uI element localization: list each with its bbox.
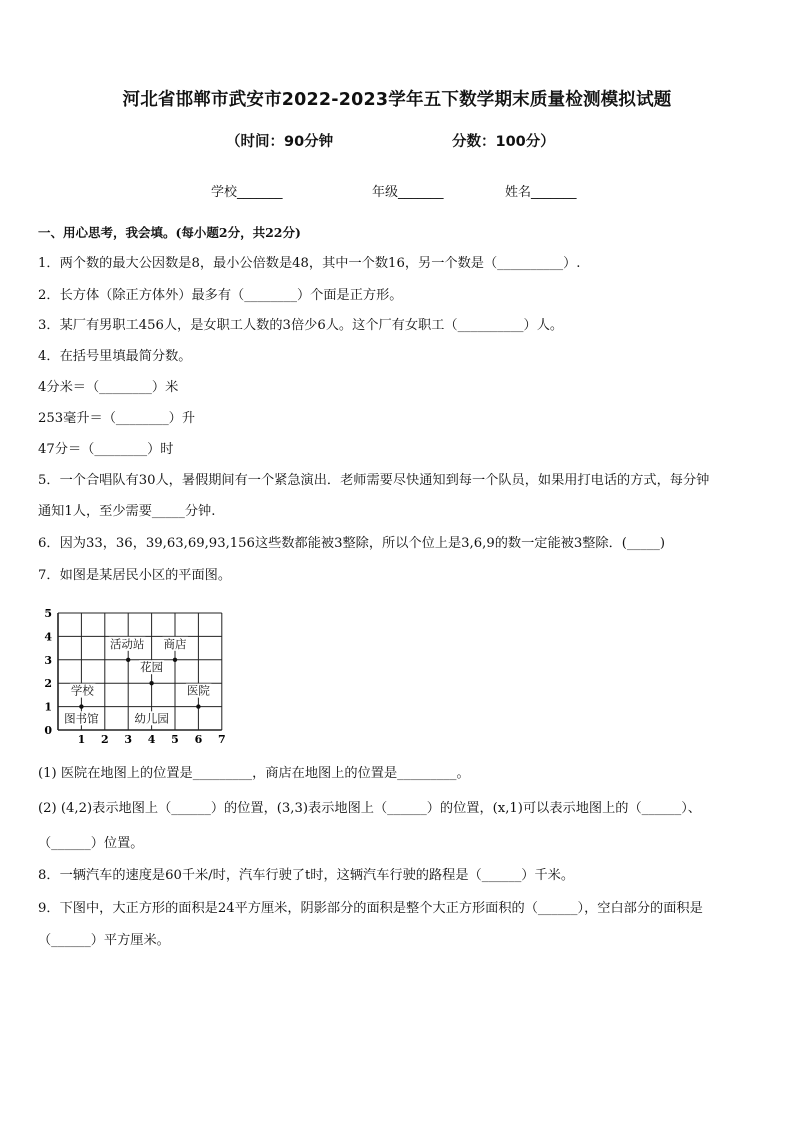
garden-label: 花园 (140, 660, 164, 675)
kindergarten-label: 幼儿园 (134, 711, 169, 726)
x-tick-label: 2 (100, 733, 109, 745)
question-6: 6．因为33，36，39,63,69,93,156这些数都能被3整除，所以个位上是3,6,9的数一定能被3整除．(_____) (38, 536, 666, 551)
question-8: 8．一辆汽车的速度是60千米/时，汽车行驶了t时，这辆汽车行驶的路程是（______）千米。 (38, 868, 575, 883)
question-4: 4．在括号里填最简分数。 (38, 349, 192, 364)
question-4c: 47分＝（________）时 (38, 442, 174, 457)
x-tick-label: 6 (194, 733, 203, 745)
origin-label: 0 (44, 724, 52, 737)
exam-time: （时间：90分钟 (226, 134, 334, 150)
question-4a: 4分米＝（________）米 (38, 380, 179, 395)
y-tick-label: 1 (44, 700, 52, 714)
question-9-line1: 9．下图中，大正方形的面积是24平方厘米，阴影部分的面积是整个大正方形面积的（______），空白部分的面积是 (38, 901, 703, 916)
school-field: 学校_______ (211, 185, 283, 200)
y-tick-label: 2 (44, 677, 52, 691)
shop-label: 商店 (163, 636, 187, 651)
activity-point (126, 658, 130, 662)
question-7: 7．如图是某居民小区的平面图。 (38, 568, 232, 583)
question-4b: 253毫升＝（________）升 (38, 411, 196, 426)
x-tick-label: 4 (147, 733, 156, 745)
x-tick-label: 5 (171, 733, 179, 745)
school-point (79, 704, 83, 708)
hospital-label: 医院 (186, 683, 210, 698)
y-tick-label: 5 (44, 607, 52, 620)
school-label: 学校 (70, 683, 94, 698)
garden-point (149, 681, 153, 685)
question-9-line2: （______）平方厘米。 (38, 933, 170, 948)
question-5-line1: 5．一个合唱队有30人，暑假期间有一个紧急演出．老师需要尽快通知到每一个队员，如果用打电话的方式，每分钟 (38, 473, 710, 488)
x-tick-label: 7 (217, 733, 226, 745)
question-2: 2．长方体（除正方体外）最多有（________）个面是正方形。 (38, 288, 403, 303)
question-7-2-line1: (2) (4,2)表示地图上（______）的位置，(3,3)表示地图上（______）的位置，(x,1)可以表示地图上的（______）、 (38, 801, 701, 816)
question-7-1: (1) 医院在地图上的位置是_________，商店在地图上的位置是_________。 (38, 766, 470, 781)
grade-field: 年级_______ (372, 185, 444, 200)
section-heading: 一、用心思考，我会填。(每小题2分，共22分) (38, 225, 301, 240)
y-tick-label: 3 (44, 653, 52, 667)
activity-label: 活动站 (109, 636, 145, 651)
question-7-2-line2: （______）位置。 (38, 836, 144, 851)
shop-point (173, 658, 177, 662)
x-tick-label: 1 (77, 733, 86, 745)
name-field: 姓名_______ (505, 185, 577, 200)
question-1: 1．两个数的最大公因数是8，最小公倍数是48，其中一个数16，另一个数是（__________）. (38, 256, 581, 271)
page-title: 河北省邯郸市武安市2022-2023学年五下数学期末质量检测模拟试题 (122, 90, 672, 110)
exam-score: 分数：100分） (452, 134, 555, 150)
question-3: 3．某厂有男职工456人，是女职工人数的3倍少6人。这个厂有女职工（__________）人。 (38, 318, 564, 333)
y-tick-label: 4 (44, 630, 52, 644)
hospital-point (196, 704, 200, 708)
neighborhood-map (40, 600, 240, 745)
question-5-line2: 通知1人，至少需要_____分钟. (38, 504, 216, 519)
library-label: 图书馆 (64, 711, 99, 726)
x-tick-label: 3 (124, 733, 133, 745)
